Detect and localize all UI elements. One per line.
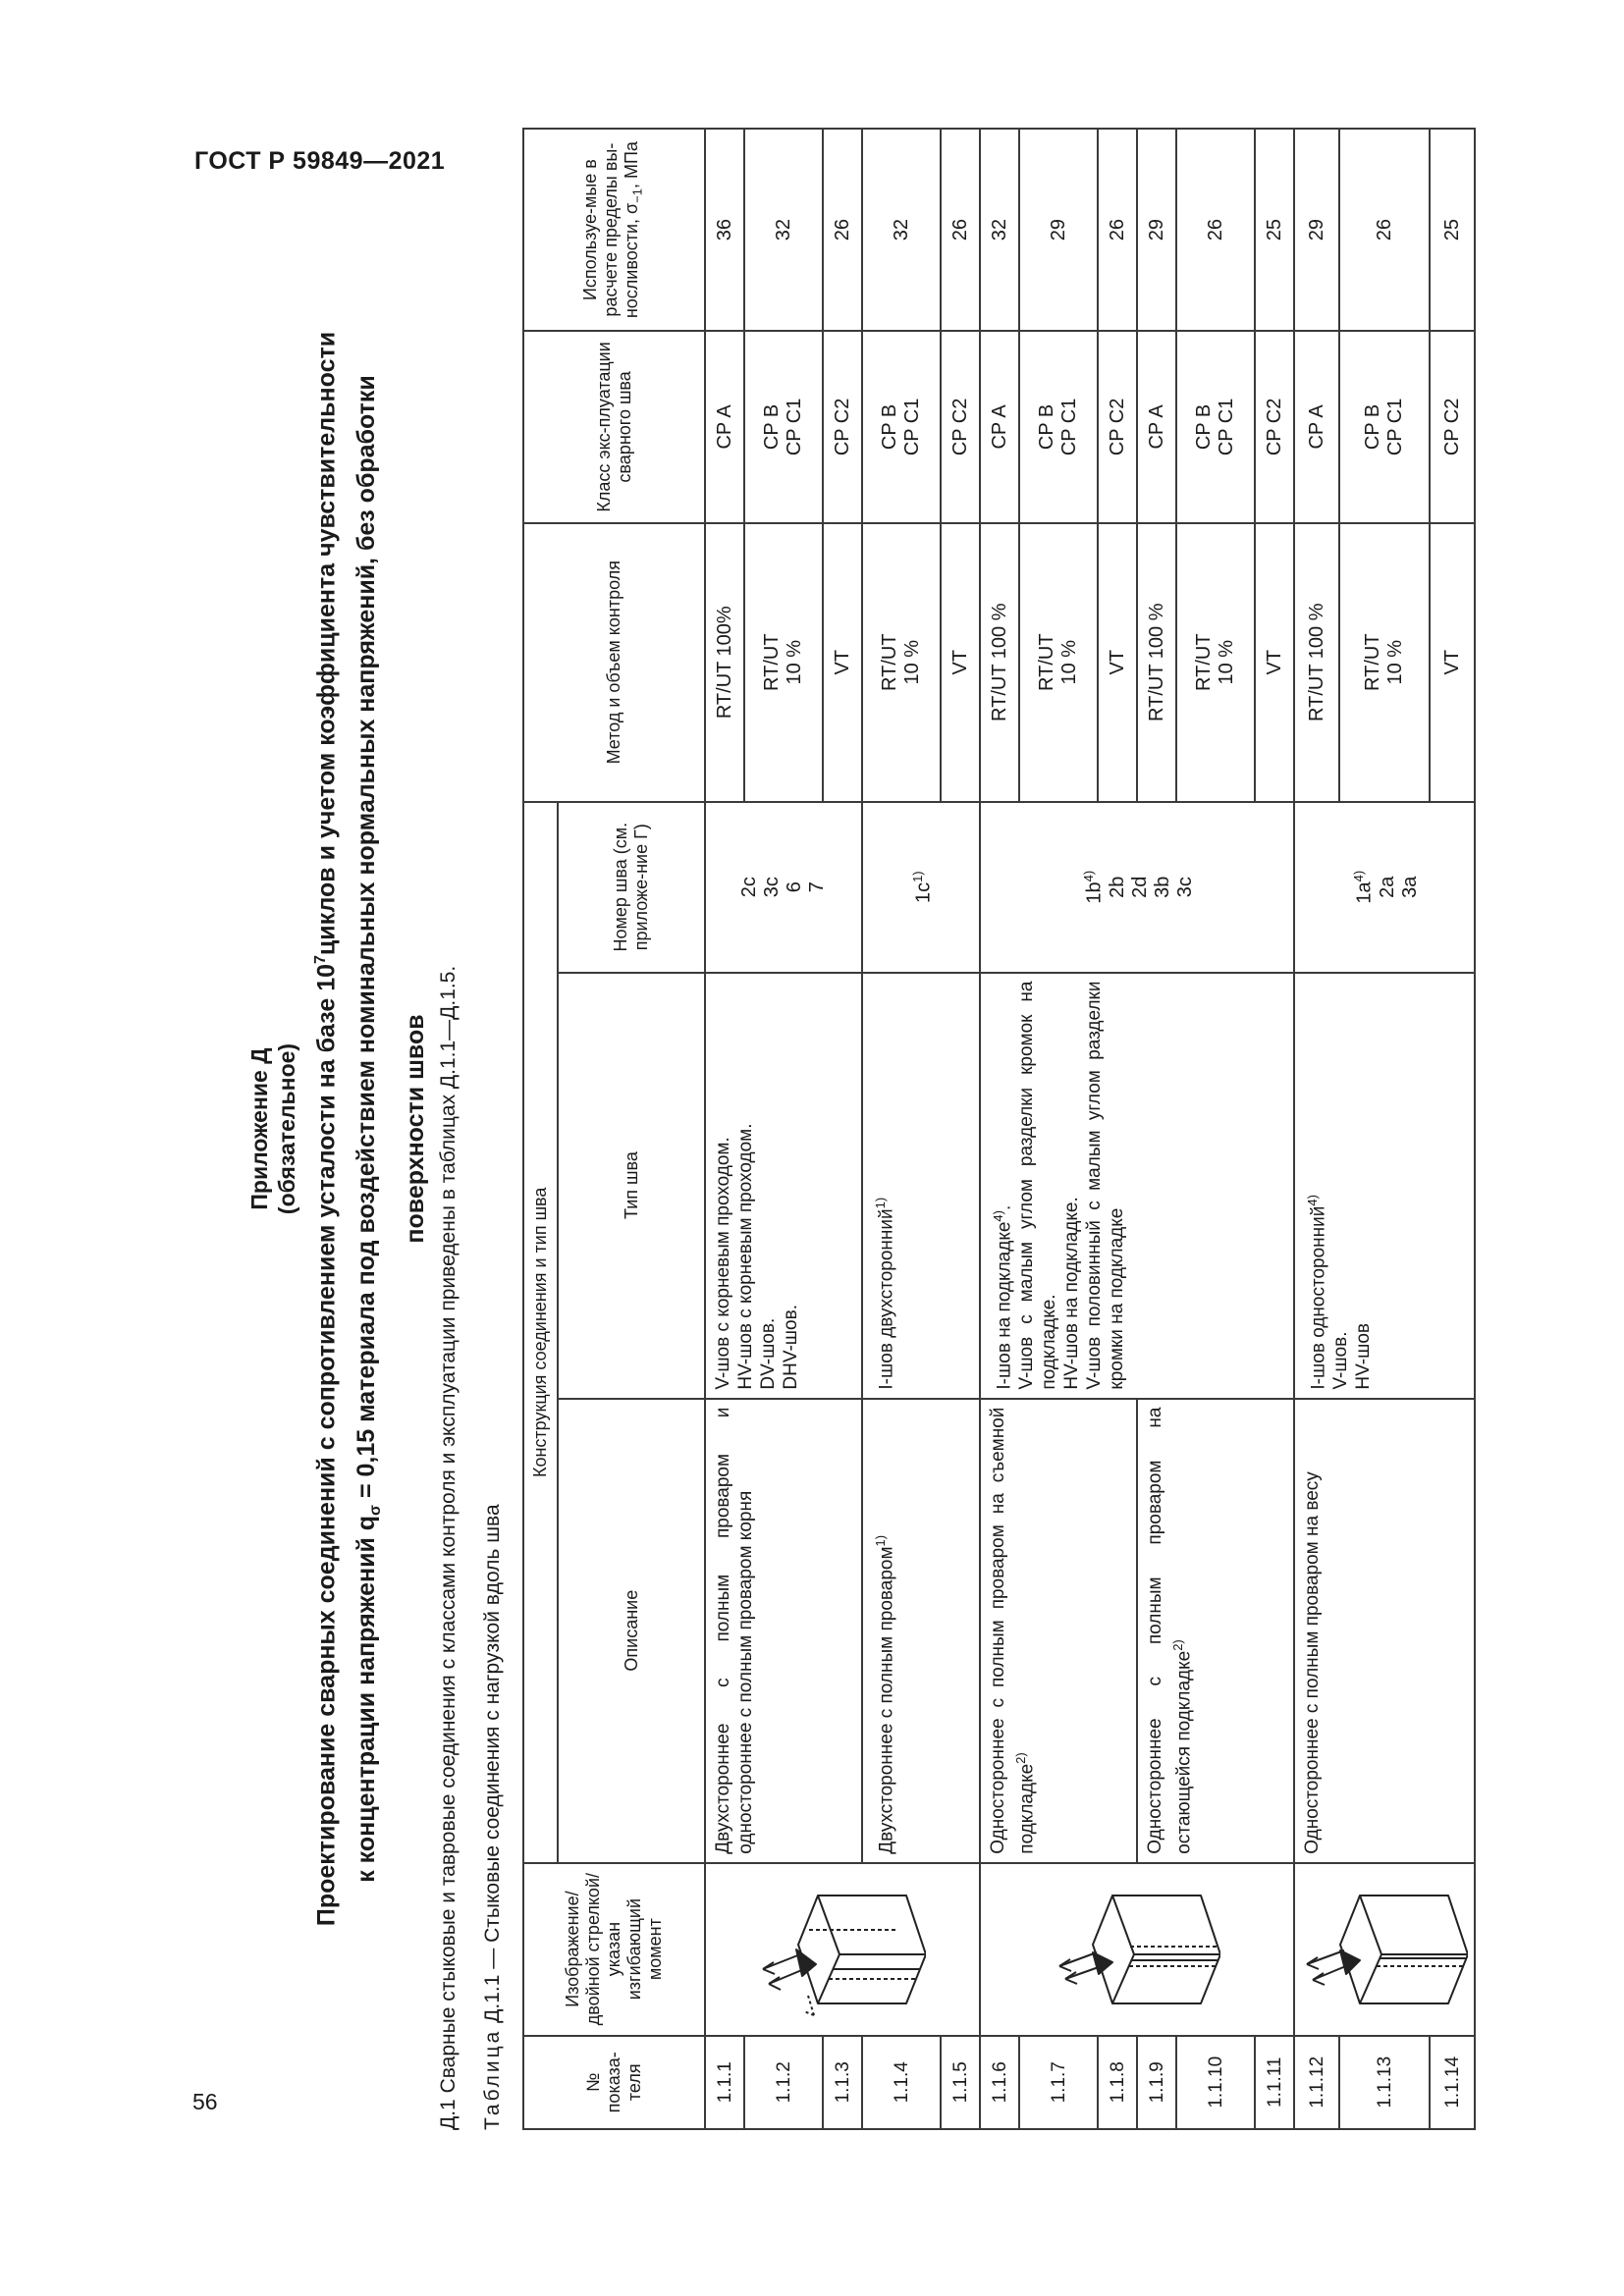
row-number: 1.1.2 — [744, 2036, 823, 2129]
weld-number-cell: $1b^{4)}$ 2b 2d 3b 3c — [980, 802, 1294, 973]
weld-type-cell — [1294, 973, 1475, 1399]
limit-cell: 29 — [1019, 129, 1098, 331]
header-weld-type: Тип шва — [558, 973, 705, 1399]
description-cell: Двухстороннее с полным проваром$^{1)}$ — [862, 1399, 980, 1863]
row-number: 1.1.5 — [941, 2036, 980, 2129]
appendix-heading — [245, 128, 300, 2130]
class-cell: CP C2 — [941, 331, 980, 522]
class-cell: CP B CP C1 — [1176, 331, 1255, 522]
joint-image-cell — [1294, 1863, 1475, 2036]
description-cell: Одностороннее с полным проваром на съемной подкладке$^{2)}$ — [980, 1399, 1137, 1863]
method-cell: VT — [1430, 523, 1475, 802]
joint-image-cell — [705, 1863, 980, 2036]
table-row — [1294, 129, 1339, 2129]
weld-type-line: HV-шов — [1353, 1323, 1375, 1390]
class-cell: CP A — [1294, 331, 1339, 522]
weld-type-line: DHV-шов. — [781, 1305, 801, 1390]
weld-type-line: HV-шов на подкладке. — [1061, 1197, 1083, 1390]
class-cell: CP B CP C1 — [1339, 331, 1430, 522]
class-cell: CP C2 — [823, 331, 862, 522]
weld-type-line: I-шов односторонний$^{4)}$ — [1305, 1195, 1329, 1390]
weld-type-line: V-шов с корневым проходом. — [713, 1137, 733, 1390]
limit-cell: 32 — [980, 129, 1019, 331]
method-cell: RT/UT 100 % — [1294, 523, 1339, 802]
table-caption-label: Таблица — [481, 2028, 504, 2130]
weld-type-cell — [980, 973, 1294, 1399]
description-cell: Двухстороннее с полным проваром и одностороннее с полным проваром корня — [705, 1399, 862, 1863]
section-title-line-1: Проектирование сварных соединений с сопротивлением усталости на базе $10^7циклов$ и учетом коэффициента чувствительности — [312, 331, 341, 1927]
limit-cell: 25 — [1255, 129, 1294, 331]
class-cell: CP C2 — [1255, 331, 1294, 522]
class-cell: CP B CP C1 — [744, 331, 823, 522]
method-cell: RT/UT 10 % — [1176, 523, 1255, 802]
weld-type-line: V-шов с малым углом разделки кромок на подкладке. — [1016, 981, 1060, 1390]
row-number: 1.1.11 — [1255, 2036, 1294, 2129]
section-title-line-3: поверхности швов — [402, 1014, 430, 1244]
method-cell: RT/UT 100% — [705, 523, 744, 802]
weld-number: 2a — [1376, 876, 1398, 898]
header-limit: Используе-мые в расчете пределы вы-носливости, $\sigma_{-1}$, МПа — [523, 129, 705, 331]
weld-joints-table — [522, 128, 1476, 2130]
weld-number: 3c — [761, 877, 783, 898]
weld-type-line: I-шов на подкладке$^{4)}$. — [991, 1204, 1015, 1390]
table-caption — [481, 1504, 505, 2130]
weld-number: 6 — [784, 881, 805, 893]
weld-number: 3a — [1398, 876, 1421, 898]
header-weld-number: Номер шва (см. приложе-ние Г) — [558, 802, 705, 973]
table-row — [862, 129, 941, 2129]
weld-type-line: HV-шов с корневым проходом. — [735, 1123, 756, 1390]
weld-type-cell — [705, 973, 862, 1399]
appendix-note: (обязательное) — [274, 1042, 299, 1215]
header-class: Класс экс-плуатации сварного шва — [523, 331, 705, 522]
joint-image-cell — [980, 1863, 1294, 2036]
class-cell: CP A — [705, 331, 744, 522]
section-title-line-2: к концентрации напряжений $q_\sigma = 0,15$ материала под воздействием номинальных нормальных напряжений, без обработки — [352, 375, 385, 1883]
method-cell: RT/UT 10 % — [862, 523, 941, 802]
class-cell: CP C2 — [1430, 331, 1475, 522]
method-cell: RT/UT 10 % — [1019, 523, 1098, 802]
row-number: 1.1.12 — [1294, 2036, 1339, 2129]
method-cell: VT — [823, 523, 862, 802]
weld-number-cell: $1c^{1)}$ — [862, 802, 980, 973]
weld-number: 2b — [1106, 876, 1128, 898]
table-row — [980, 129, 1019, 2129]
joint-single-sided-diagram — [1301, 1876, 1468, 2023]
weld-number: 2c — [738, 877, 760, 898]
method-cell: RT/UT 100 % — [980, 523, 1019, 802]
weld-type-line: V-шов. — [1330, 1331, 1352, 1390]
limit-cell: 26 — [1339, 129, 1430, 331]
header-group: Конструкция соединения и тип шва — [523, 802, 558, 1863]
class-cell: CP A — [980, 331, 1019, 522]
limit-cell: 36 — [705, 129, 744, 331]
weld-number: 3c — [1173, 877, 1196, 898]
limit-cell: 26 — [941, 129, 980, 331]
class-cell: CP B CP C1 — [1019, 331, 1098, 522]
table-row — [705, 129, 744, 2129]
intro-paragraph: Д.1 Сварные стыковые и тавровые соединения с классами контроля и эксплуатации приведены в таблицах Д.1.1—Д.1.5. — [437, 965, 460, 2130]
row-number: 1.1.13 — [1339, 2036, 1430, 2129]
weld-type-cell: I-шов двухсторонний$^{1)}$ — [862, 973, 980, 1399]
weld-number: 7 — [806, 881, 828, 893]
row-number: 1.1.7 — [1019, 2036, 1098, 2129]
appendix-title: Приложение Д — [246, 1047, 272, 1210]
section-title — [300, 128, 436, 2130]
row-number: 1.1.14 — [1430, 2036, 1475, 2129]
limit-cell: 29 — [1294, 129, 1339, 331]
class-cell: CP A — [1137, 331, 1176, 522]
row-number: 1.1.9 — [1137, 2036, 1176, 2129]
weld-type-line: DV-шов. — [758, 1317, 779, 1390]
limit-cell: 25 — [1430, 129, 1475, 331]
limit-cell: 26 — [1098, 129, 1137, 331]
row-number: 1.1.3 — [823, 2036, 862, 2129]
weld-number: 3b — [1151, 876, 1173, 898]
rotated-page-content — [245, 128, 1463, 2130]
weld-type-line: V-шов половинный с малым углом разделки кромки на подкладке — [1084, 981, 1128, 1390]
limit-cell: 32 — [744, 129, 823, 331]
class-cell: CP B CP C1 — [862, 331, 941, 522]
method-cell: VT — [1098, 523, 1137, 802]
joint-backing-diagram — [1054, 1876, 1220, 2023]
joint-double-sided-diagram — [759, 1876, 926, 2023]
row-number: 1.1.1 — [705, 2036, 744, 2129]
header-description: Описание — [558, 1399, 705, 1863]
weld-number-cell — [705, 802, 862, 973]
description-cell: Одностороннее с полным проваром на весу — [1294, 1399, 1475, 1863]
header-image: Изображение/двойной стрелкой/указан изгибающий момент — [523, 1863, 705, 2036]
method-cell: RT/UT 100 % — [1137, 523, 1176, 802]
header-number: № показа-теля — [523, 2036, 705, 2129]
row-number: 1.1.8 — [1098, 2036, 1137, 2129]
method-cell: VT — [941, 523, 980, 802]
row-number: 1.1.6 — [980, 2036, 1019, 2129]
method-cell: RT/UT 10 % — [1339, 523, 1430, 802]
limit-cell: 29 — [1137, 129, 1176, 331]
weld-number-cell: $1a^{4)}$ 2a 3a — [1294, 802, 1475, 973]
limit-cell: 32 — [862, 129, 941, 331]
row-number: 1.1.10 — [1176, 2036, 1255, 2129]
limit-cell: 26 — [1176, 129, 1255, 331]
limit-cell: 26 — [823, 129, 862, 331]
class-cell: CP C2 — [1098, 331, 1137, 522]
method-cell: VT — [1255, 523, 1294, 802]
method-cell: RT/UT 10 % — [744, 523, 823, 802]
page-number: 56 — [192, 2089, 218, 2114]
row-number: 1.1.4 — [862, 2036, 941, 2129]
weld-number: 2d — [1128, 876, 1151, 898]
description-cell: Одностороннее с полным проваром на остающейся подкладке$^{2)}$ — [1137, 1399, 1294, 1863]
document-id: ГОСТ Р 59849—2021 — [194, 147, 446, 175]
header-method: Метод и объем контроля — [523, 523, 705, 802]
table-caption-text: Д.1.1 — Стыковые соединения с нагрузкой вдоль шва — [481, 1504, 504, 2029]
